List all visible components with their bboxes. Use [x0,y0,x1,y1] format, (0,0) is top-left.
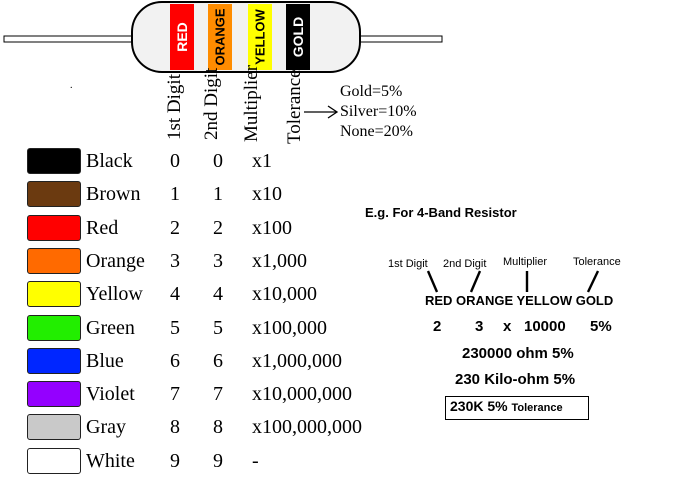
example-final-value [450,399,563,414]
color-name-black: Black [86,150,133,172]
column-label-2nd-digit: 2nd Digit [201,67,222,140]
arrow-right-icon [304,104,340,120]
tolerance-option-none: None=20% [340,123,414,140]
first-digit-red: 2 [170,217,180,239]
multiplier-blue: x1,000,000 [252,350,342,372]
example-kilo-ohm-line: 230 Kilo-ohm 5% [455,371,576,388]
left-lead-wire [4,36,146,42]
second-digit-yellow: 4 [213,283,223,305]
example-tolerance-value: 5% [590,318,612,335]
first-digit-gray: 8 [170,416,180,438]
example-label-1st-digit: 1st Digit [388,258,428,270]
second-digit-gray: 8 [213,416,223,438]
second-digit-black: 0 [213,150,223,172]
first-digit-violet: 7 [170,383,180,405]
resistor-figure [0,0,678,160]
multiplier-gray: x100,000,000 [252,416,362,438]
first-digit-green: 5 [170,317,180,339]
example-ohm-line: 230000 ohm 5% [462,345,574,362]
second-digit-white: 9 [213,450,223,472]
color-name-blue: Blue [86,350,124,372]
resistor-body [132,2,360,72]
second-digit-blue: 6 [213,350,223,372]
swatch-yellow [27,281,81,307]
first-digit-orange: 3 [170,250,180,272]
example-label-tolerance: Tolerance [573,256,621,268]
first-digit-white: 9 [170,450,180,472]
example-final-text: 230K 5% [450,398,508,414]
swatch-brown [27,181,81,207]
color-name-red: Red [86,217,119,239]
swatch-white [27,448,81,474]
first-digit-yellow: 4 [170,283,180,305]
first-digit-brown: 1 [170,183,180,205]
multiplier-brown: x10 [252,183,282,205]
color-name-orange: Orange [86,250,145,272]
swatch-orange [27,248,81,274]
resistor-band-label-orange: ORANGE [212,8,228,66]
first-digit-black: 0 [170,150,180,172]
second-digit-green: 5 [213,317,223,339]
color-name-yellow: Yellow [86,283,143,305]
example-final-suffix: Tolerance [511,402,563,414]
color-name-gray: Gray [86,416,126,438]
second-digit-red: 2 [213,217,223,239]
swatch-red [27,215,81,241]
example-label-2nd-digit: 2nd Digit [443,258,487,270]
color-name-violet: Violet [86,383,135,405]
swatch-black [27,148,81,174]
swatch-blue [27,348,81,374]
second-digit-orange: 3 [213,250,223,272]
multiplier-green: x100,000 [252,317,327,339]
example-colors-line: RED ORANGE YELLOW GOLD [425,293,614,308]
column-label-multiplier: Multiplier [241,64,262,142]
column-label-tolerance: Tolerance [284,69,305,144]
resistor-band-label-gold: GOLD [290,16,306,58]
multiplier-yellow: x10,000 [252,283,317,305]
resistor-band-label-yellow: YELLOW [252,9,268,65]
color-name-green: Green [86,317,135,339]
multiplier-black: x1 [252,150,272,172]
first-digit-blue: 6 [170,350,180,372]
swatch-gray [27,414,81,440]
multiplier-violet: x10,000,000 [252,383,352,405]
second-digit-violet: 7 [213,383,223,405]
swatch-green [27,315,81,341]
right-lead-wire [350,36,442,42]
example-multiplier-value: 10000 [524,318,566,335]
example-title: E.g. For 4-Band Resistor [365,205,517,220]
resistor-band-label-red: RED [174,22,190,52]
tolerance-option-gold: Gold=5% [340,83,403,100]
swatch-violet [27,381,81,407]
column-label-1st-digit: 1st Digit [164,74,185,140]
example-digit1-value: 2 [433,318,442,335]
multiplier-white: - [252,450,259,472]
second-digit-brown: 1 [213,183,223,205]
multiplier-red: x100 [252,217,292,239]
example-label-multiplier: Multiplier [503,256,548,268]
example-times-sign: x [503,318,512,335]
multiplier-orange: x1,000 [252,250,307,272]
stray-mark: . [70,80,73,91]
color-name-brown: Brown [86,183,141,205]
tolerance-option-silver: Silver=10% [340,103,417,120]
color-name-white: White [86,450,135,472]
example-digit2-value: 3 [475,318,484,335]
